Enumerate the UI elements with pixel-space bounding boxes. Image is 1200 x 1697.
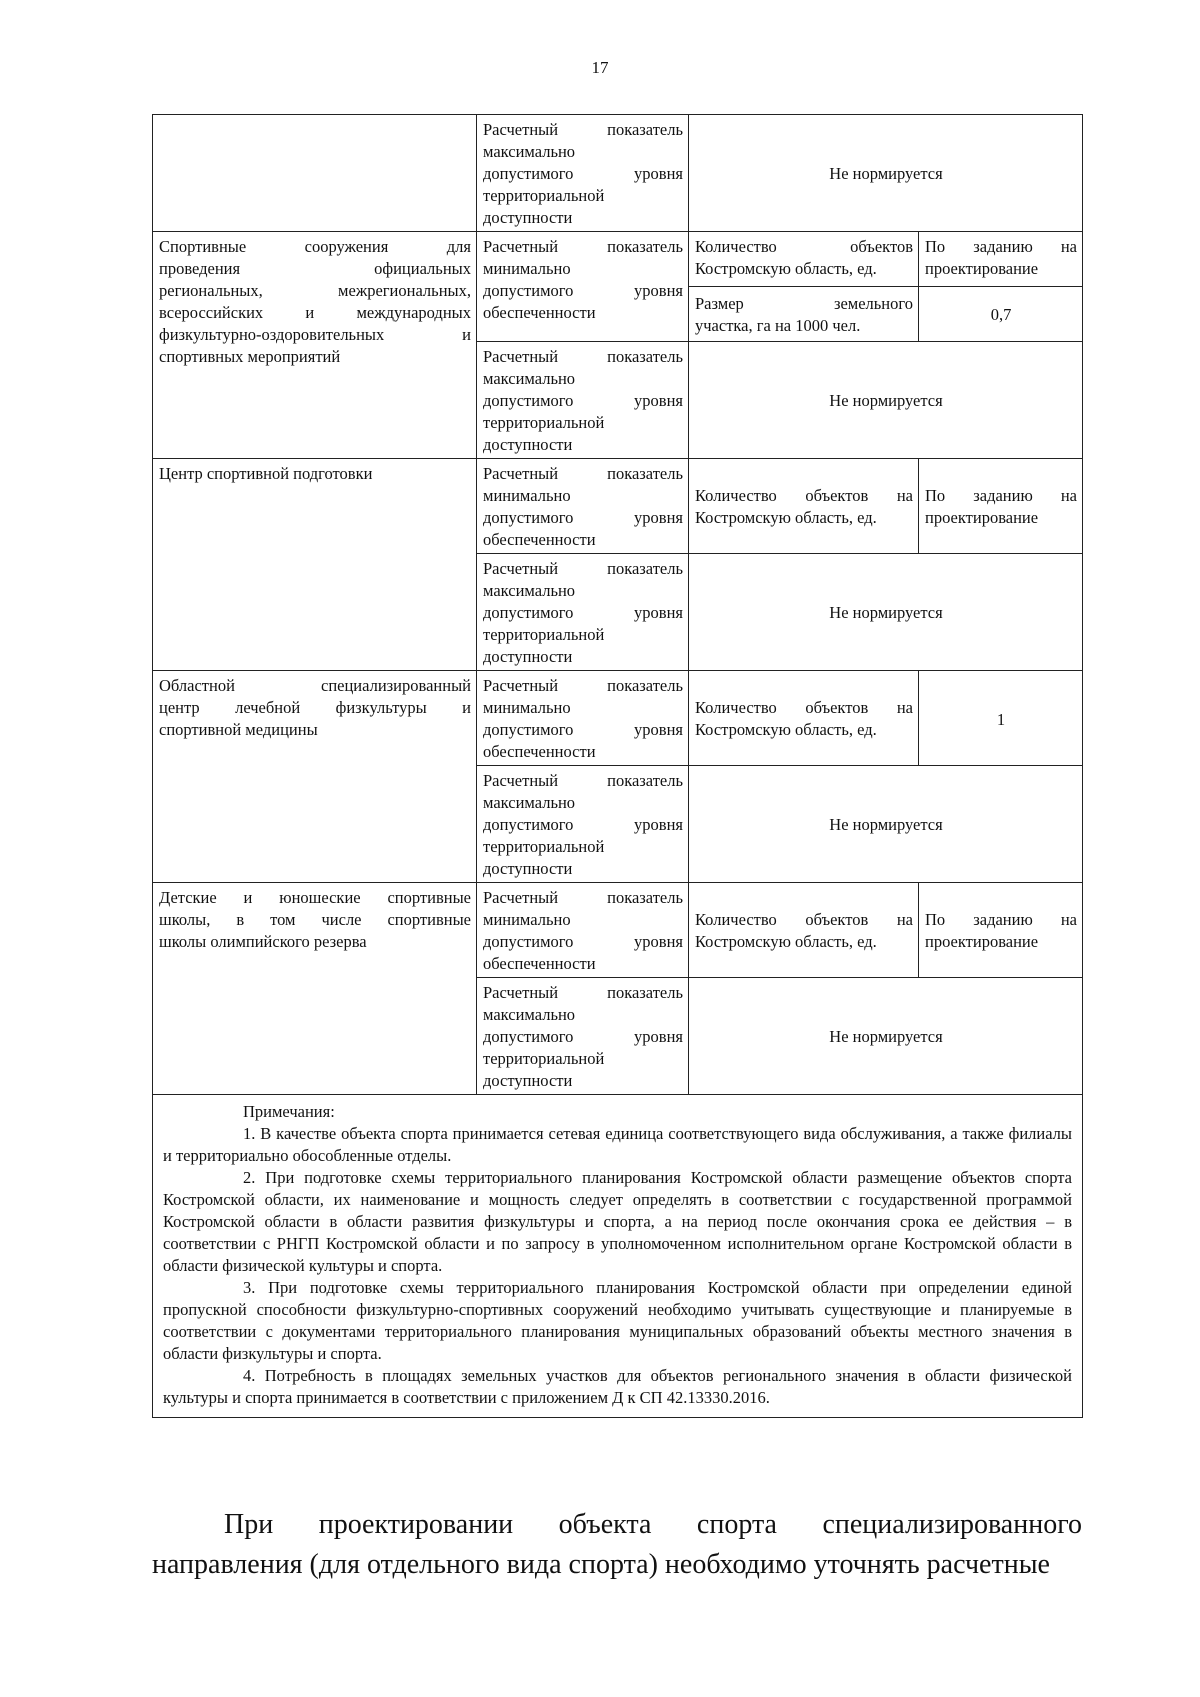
facility-cell: Спортивные сооружения для проведения официальных региональных, межрегиональных, всероссийских и международных физкультурно-оздоровительных и спортивных мероприятий [153, 232, 477, 459]
table-row [153, 232, 1083, 287]
indicator-label-cell: Расчетный показатель минимально допустимого уровня обеспеченности [477, 671, 689, 766]
notes-title: Примечания: [243, 1102, 335, 1121]
note-item: 4. Потребность в площадях земельных участков для объектов регионального значения в области физической культуры и спорта принимается в соответствии с приложением Д к СП 42.13330.2016. [163, 1366, 1072, 1407]
indicator-label-cell: Расчетный показатель минимально допустимого уровня обеспеченности [477, 459, 689, 554]
page-number: 17 [591, 58, 609, 77]
table-row [153, 671, 1083, 766]
value-cell: По заданию на проектирование [919, 883, 1083, 978]
table-row [153, 883, 1083, 978]
facility-cell: Детские и юношеские спортивные школы, в том числе спортивные школы олимпийского резерва [153, 883, 477, 1095]
indicator-label-cell: Расчетный показатель максимально допустимого уровня территориальной доступности [477, 554, 689, 671]
facility-cell [153, 115, 477, 232]
value-cell: 1 [919, 671, 1083, 766]
parameter-cell: Размер земельного участка, га на 1000 чел. [689, 287, 919, 342]
indicator-label-cell: Расчетный показатель максимально допустимого уровня территориальной доступности [477, 115, 689, 232]
note-item: 1. В качестве объекта спорта принимается сетевая единица соответствующего вида обслуживания, а также филиалы и территориально обособленные отделы. [163, 1124, 1072, 1165]
note-item: 3. При подготовке схемы территориального планирования Костромской области при определении единой пропускной способности физкультурно-спортивных сооружений необходимо учитывать существующие и планируемые в соответствии с документами территориального планирования муниципальных образований объекты местного значения в области физкультуры и спорта. [163, 1278, 1072, 1363]
parameter-cell: Количество объектов на Костромскую область, ед. [689, 671, 919, 766]
value-cell: По заданию на проектирование [919, 232, 1083, 287]
indicator-label-cell: Расчетный показатель минимально допустимого уровня обеспеченности [477, 883, 689, 978]
indicator-label-cell: Расчетный показатель максимально допустимого уровня территориальной доступности [477, 978, 689, 1095]
parameter-cell: Количество объектов на Костромскую область, ед. [689, 883, 919, 978]
value-cell: Не нормируется [689, 342, 1083, 459]
value-cell: По заданию на проектирование [919, 459, 1083, 554]
parameter-cell: Количество объектов на Костромскую область, ед. [689, 459, 919, 554]
facility-cell: Центр спортивной подготовки [153, 459, 477, 671]
parameter-cell: Количество объектов Костромскую область, ед. [689, 232, 919, 287]
indicator-label-cell: Расчетный показатель максимально допустимого уровня территориальной доступности [477, 766, 689, 883]
table-row [153, 459, 1083, 554]
table-row [153, 115, 1083, 232]
note-item: 2. При подготовке схемы территориального планирования Костромской области размещение объектов спорта Костромской области, их наименование и мощность следует определять в соответствии с государственной программой Костромской области в области развития физкультуры и спорта, а на период после окончания срока ее действия – в соответствии с РНГП Костромской области и по запросу в уполномоченном исполнительном органе Костромской области в области физической культуры и спорта. [163, 1168, 1072, 1275]
value-cell: Не нормируется [689, 554, 1083, 671]
notes-cell [153, 1095, 1083, 1418]
indicator-label-cell: Расчетный показатель минимально допустимого уровня обеспеченности [477, 232, 689, 342]
norms-table [152, 114, 1083, 1418]
value-cell: Не нормируется [689, 766, 1083, 883]
value-cell: Не нормируется [689, 978, 1083, 1095]
notes-row [153, 1095, 1083, 1418]
facility-cell: Областной специализированный центр лечебной физкультуры и спортивной медицины [153, 671, 477, 883]
indicator-label-cell: Расчетный показатель максимально допустимого уровня территориальной доступности [477, 342, 689, 459]
value-cell: Не нормируется [689, 115, 1083, 232]
body-paragraph: При проектировании объекта спорта специализированного направления (для отдельного вида спорта) необходимо уточнять расчетные [152, 1509, 1082, 1580]
value-cell: 0,7 [919, 287, 1083, 342]
